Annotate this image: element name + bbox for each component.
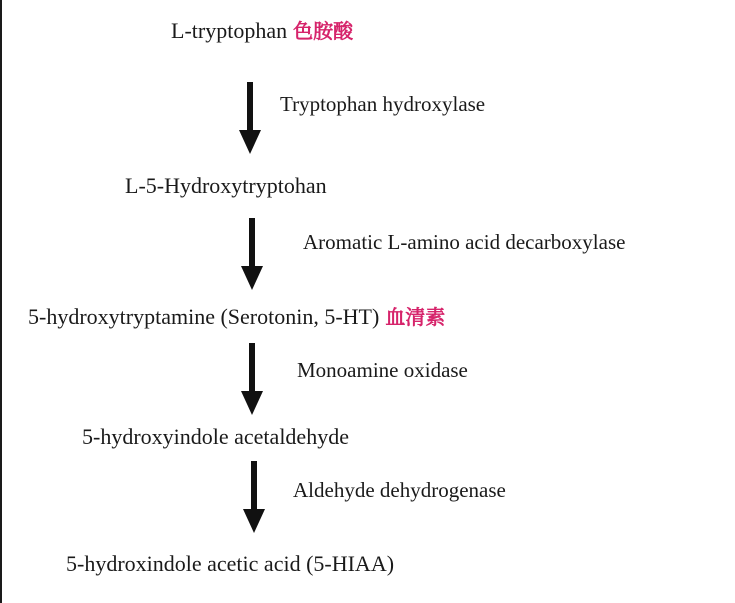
compound-label: L-5-Hydroxytryptohan [125,173,327,198]
left-border-line [0,0,2,603]
enzyme-label: Aromatic L-amino acid decarboxylase [303,230,626,254]
enzyme-label: Monoamine oxidase [297,358,468,382]
compound-label: 5-hydroxindole acetic acid (5-HIAA) [66,551,395,576]
compound-5-hydroxyindole-acetaldehyde [82,424,349,450]
arrow-down-icon [242,461,266,533]
compound-l-tryptophan [171,18,353,44]
compound-5-hiaa [66,551,394,577]
compound-label: L-tryptophan [171,18,288,43]
compound-serotonin [28,304,445,330]
arrow-down-icon [240,343,264,415]
chinese-annotation: 血清素 [385,305,446,329]
arrow-down-icon [238,82,262,154]
compound-label: 5-hydroxytryptamine (Serotonin, 5-HT) [28,304,380,329]
enzyme-label: Aldehyde dehydrogenase [293,478,506,502]
compound-label: 5-hydroxyindole acetaldehyde [82,424,349,449]
chinese-annotation: 色胺酸 [293,19,354,43]
enzyme-label: Tryptophan hydroxylase [280,92,486,116]
compound-l-5-hydroxytryptophan [125,173,327,199]
arrow-down-icon [240,218,264,290]
